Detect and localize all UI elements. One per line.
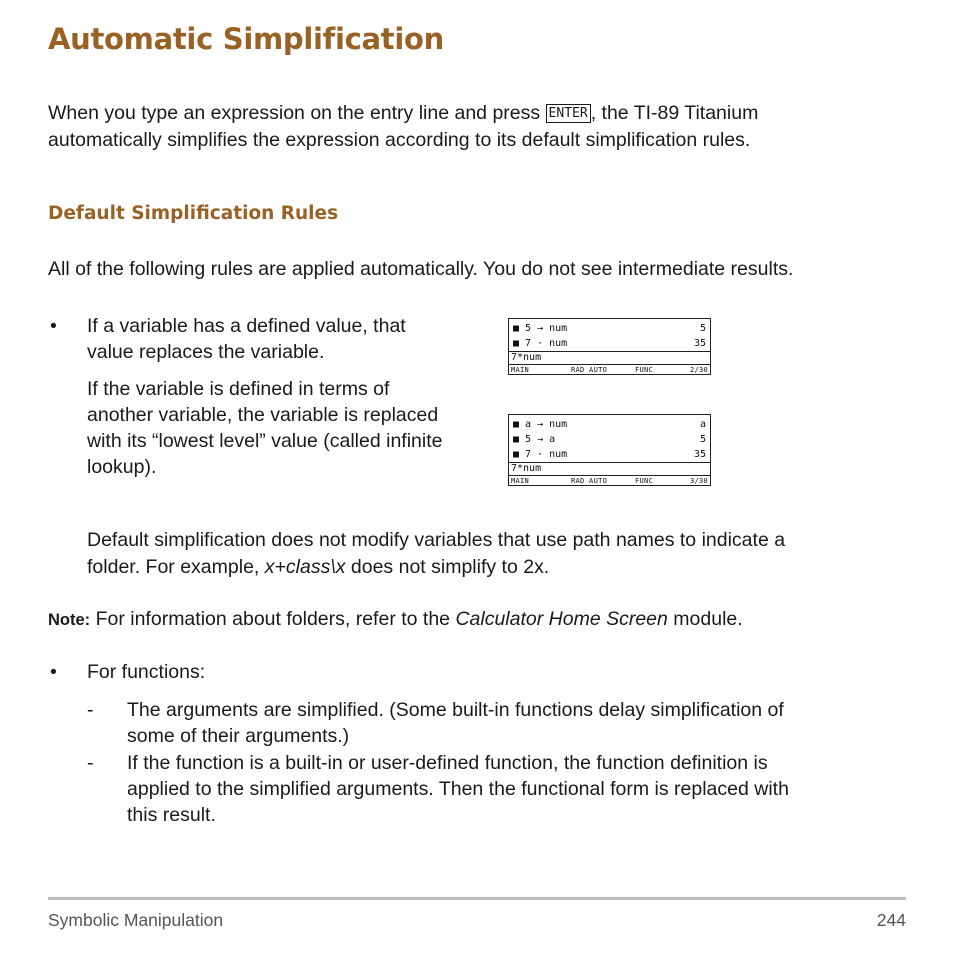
sub-item-2 (127, 750, 917, 828)
bullet-1-line: lookup). (87, 456, 157, 478)
status-angle: RAD AUTO (571, 366, 608, 374)
history-row (509, 432, 710, 447)
history-result: 5 (699, 434, 706, 445)
path-note-text: folder. For example, (87, 555, 265, 578)
calculator-screenshot-1 (508, 318, 711, 375)
status-angle: RAD AUTO (571, 477, 608, 485)
note-paragraph (48, 606, 743, 634)
bullet-marker: • (50, 315, 57, 337)
history-entry: ■ 5 → a (513, 434, 556, 445)
sub-item-line: applied to the simplified arguments. Then the functional form is replaced with (127, 778, 789, 800)
history-result: 35 (693, 338, 706, 349)
footer-divider (48, 897, 906, 900)
intro-text: When you type an expression on the entry line and press (48, 102, 546, 124)
history-row (509, 447, 710, 462)
entry-line: 7*num (509, 351, 710, 364)
note-text: module. (667, 608, 743, 630)
dash-marker: - (87, 752, 94, 774)
sub-item-line: this result. (127, 804, 216, 826)
status-count: 2/30 (689, 366, 708, 374)
path-note (87, 527, 917, 580)
intro-line-1 (48, 100, 908, 127)
calculator-screenshot-2 (508, 414, 711, 486)
note-text: For information about folders, refer to the (90, 608, 456, 630)
bullet-marker: • (50, 661, 57, 683)
bullet-1-line: with its “lowest level” value (called infinite (87, 430, 443, 452)
history-row (509, 321, 710, 336)
status-mode: MAIN (511, 366, 530, 374)
history-result: 5 (699, 323, 706, 334)
enter-key-icon: ENTER (546, 104, 591, 123)
history-entry: ■ 7 · num (513, 449, 568, 460)
history-result: a (699, 419, 706, 430)
page-number: 244 (876, 910, 906, 930)
intro-text-end: , the TI-89 Titanium (590, 102, 759, 124)
history-row (509, 417, 710, 432)
path-note-line: Default simplification does not modify variables that use path names to indicate a (87, 529, 786, 551)
sub-item-line: some of their arguments.) (127, 725, 350, 747)
page-title: Automatic Simplification (48, 22, 444, 56)
status-graph: FUNC (635, 477, 654, 485)
bullet-1-text (87, 313, 497, 480)
dash-marker: - (87, 699, 94, 721)
bullet-1-line: value replaces the variable. (87, 341, 325, 363)
entry-line: 7*num (509, 462, 710, 475)
status-mode: MAIN (511, 477, 530, 485)
note-reference: Calculator Home Screen (455, 608, 668, 630)
rules-intro: All of the following rules are applied automatically. You do not see intermediate results. (48, 258, 794, 280)
path-example: x+class\x (264, 555, 346, 578)
bullet-2-label: For functions: (87, 661, 206, 683)
sub-item-line: The arguments are simplified. (Some built-in functions delay simplification of (127, 699, 784, 721)
footer-section-title: Symbolic Manipulation (48, 910, 224, 930)
bullet-1-line: another variable, the variable is replaced (87, 404, 439, 426)
status-graph: FUNC (635, 366, 654, 374)
path-note-text: does not simplify to 2x. (345, 555, 550, 578)
status-line (509, 364, 710, 375)
intro-line-2: automatically simplifies the expression according to its default simplification rules. (48, 128, 751, 151)
status-count: 3/30 (689, 477, 708, 485)
history-entry: ■ 7 · num (513, 338, 568, 349)
section-heading: Default Simplification Rules (48, 203, 339, 224)
intro-paragraph (48, 100, 908, 153)
history-result: 35 (693, 449, 706, 460)
sub-item-1 (127, 697, 917, 749)
history-entry: ■ 5 → num (513, 323, 568, 334)
status-line (509, 475, 710, 486)
bullet-1-line: If a variable has a defined value, that (87, 315, 406, 337)
note-label: Note: (48, 611, 91, 629)
history-entry: ■ a → num (513, 419, 568, 430)
path-note-line (87, 554, 917, 581)
history-row (509, 336, 710, 351)
bullet-1-line: If the variable is defined in terms of (87, 378, 390, 400)
sub-item-line: If the function is a built-in or user-defined function, the function definition is (127, 752, 768, 774)
